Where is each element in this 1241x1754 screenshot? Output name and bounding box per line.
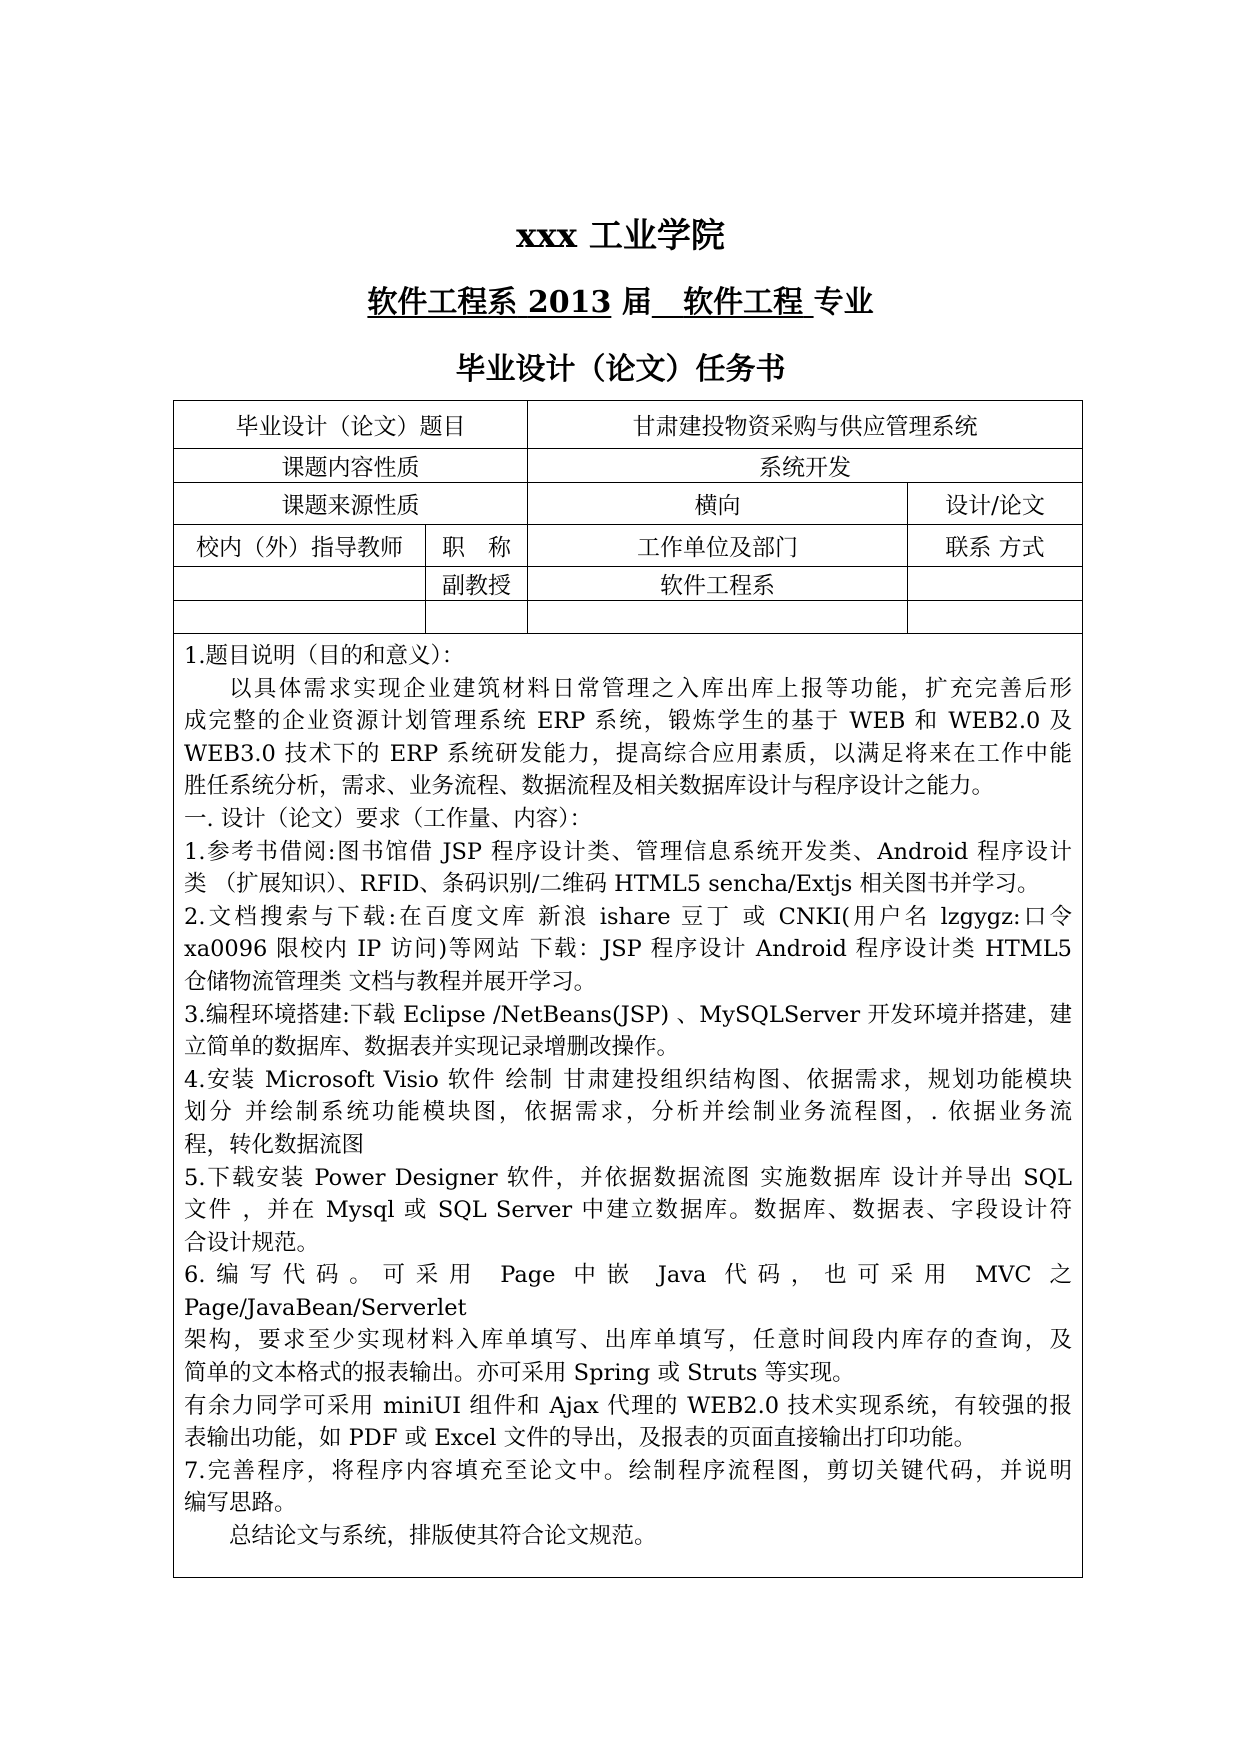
description-row — [174, 634, 1083, 1578]
body-line: 6.编写代码。可采用 Page 中嵌 Java 代码，也可采用 MVC 之 Page/JavaBean/Serverlet — [184, 1262, 1072, 1321]
dept-name: 软件工程系 — [367, 285, 518, 320]
body-line: 简单的文本格式的报表输出。亦可采用 Spring 或 Struts 等实现。 — [184, 1360, 855, 1387]
advisor-header-row — [174, 525, 1083, 567]
advisor-contact — [908, 567, 1083, 601]
body-line: 以具体需求实现企业建筑材料日常管理之入库出库上报等功能，扩充完善后形 — [229, 675, 1072, 702]
body-line: 成完整的企业资源计划管理系统 ERP 系统，锻炼学生的基于 WEB 和 WEB2.0 及 — [184, 708, 1072, 735]
graduation-year: 2013 — [527, 285, 612, 320]
body-line: 划分 并绘制系统功能模块图，依据需求，分析并绘制业务流程图，. 依据业务流 — [184, 1099, 1072, 1126]
col-title: 职 称 — [426, 525, 528, 567]
body-line: 仓储物流管理类 文档与教程并展开学习。 — [184, 968, 597, 995]
jie-label: 届 — [621, 285, 652, 320]
body-line: 一. 设计（论文）要求（工作量、内容）： — [184, 805, 593, 832]
topic-row — [174, 401, 1083, 449]
zhuanye-label: 专业 — [813, 285, 874, 320]
body-line: 总结论文与系统，排版使其符合论文规范。 — [229, 1523, 657, 1550]
source-type-value: 设计/论文 — [908, 483, 1083, 525]
body-line: 文件 ，并在 Mysql 或 SQL Server 中建立数据库。数据库、数据表、字段设计符 — [184, 1197, 1072, 1224]
body-line: 3.编程环境搭建:下载 Eclipse /NetBeans(JSP) 、MySQLServer 开发环境并搭建，建 — [184, 1001, 1072, 1028]
body-line: 表输出功能，如 PDF 或 Excel 文件的导出，及报表的页面直接输出打印功能。 — [184, 1425, 977, 1452]
advisor-name — [174, 567, 426, 601]
advisor-row-empty — [174, 601, 1083, 634]
body-line: 2.文档搜索与下载:在百度文库 新浪 ishare 豆丁 或 CNKI(用户名 lzgygz:口令 — [184, 903, 1072, 930]
body-line: 架构，要求至少实现材料入库单填写、出库单填写，任意时间段内库存的查询，及 — [184, 1327, 1072, 1354]
body-line: 胜任系统分析，需求、业务流程、数据流程及相关数据库设计与程序设计之能力。 — [184, 773, 995, 800]
major-name: 软件工程 — [683, 285, 804, 320]
source-nature-label: 课题来源性质 — [174, 483, 528, 525]
body-line: 立简单的数据库、数据表并实现记录增删改操作。 — [184, 1034, 680, 1061]
col-advisor: 校内（外）指导教师 — [174, 525, 426, 567]
task-form-table — [173, 400, 1083, 1578]
topic-label: 毕业设计（论文）题目 — [174, 401, 528, 449]
body-line: 1.题目说明（目的和意义）： — [184, 643, 465, 669]
content-nature-label: 课题内容性质 — [174, 449, 528, 483]
school-name: xxx 工业学院 — [516, 216, 725, 256]
topic-value: 甘肃建投物资采购与供应管理系统 — [528, 401, 1083, 449]
content-nature-value: 系统开发 — [528, 449, 1083, 483]
advisor-row — [174, 567, 1083, 601]
body-line: WEB3.0 技术下的 ERP 系统研发能力，提高综合应用素质，以满足将来在工作中能 — [184, 740, 1072, 767]
body-line: 程，转化数据流图 — [184, 1131, 365, 1158]
body-line: 5.下载安装 Power Designer 软件，并依据数据流图 实施数据库 设计并导出 SQL — [184, 1164, 1072, 1191]
content-nature-row — [174, 449, 1083, 483]
body-line: 合设计规范。 — [184, 1229, 320, 1256]
col-contact: 联系 方式 — [908, 525, 1083, 567]
advisor-title: 副教授 — [426, 567, 528, 601]
source-nature-value: 横向 — [528, 483, 908, 525]
source-nature-row — [174, 483, 1083, 525]
advisor-unit: 软件工程系 — [528, 567, 908, 601]
dept-year-major-line — [0, 283, 1241, 323]
body-line: xa0096 限校内 IP 访问)等网站 下载：JSP 程序设计 Android 程序设计类 HTML5 — [184, 936, 1072, 963]
body-line: 7.完善程序，将程序内容填充至论文中。绘制程序流程图，剪切关键代码，并说明 — [184, 1457, 1072, 1484]
document-title: 毕业设计（论文）任务书 — [455, 352, 786, 387]
task-description — [174, 634, 1083, 1578]
body-line: 编写思路。 — [184, 1490, 297, 1517]
body-line: 类 （扩展知识）、RFID、条码识别/二维码 HTML5 sencha/Extjs 相关图书并学习。 — [184, 871, 1040, 898]
body-line: 有余力同学可采用 miniUI 组件和 Ajax 代理的 WEB2.0 技术实现系统，有较强的报 — [184, 1392, 1072, 1419]
body-line: 1.参考书借阅:图书馆借 JSP 程序设计类、管理信息系统开发类、Android 程序设计 — [184, 838, 1072, 865]
body-line: 4.安装 Microsoft Visio 软件 绘制 甘肃建投组织结构图、依据需求，规划功能模块 — [184, 1066, 1072, 1093]
col-unit: 工作单位及部门 — [528, 525, 908, 567]
